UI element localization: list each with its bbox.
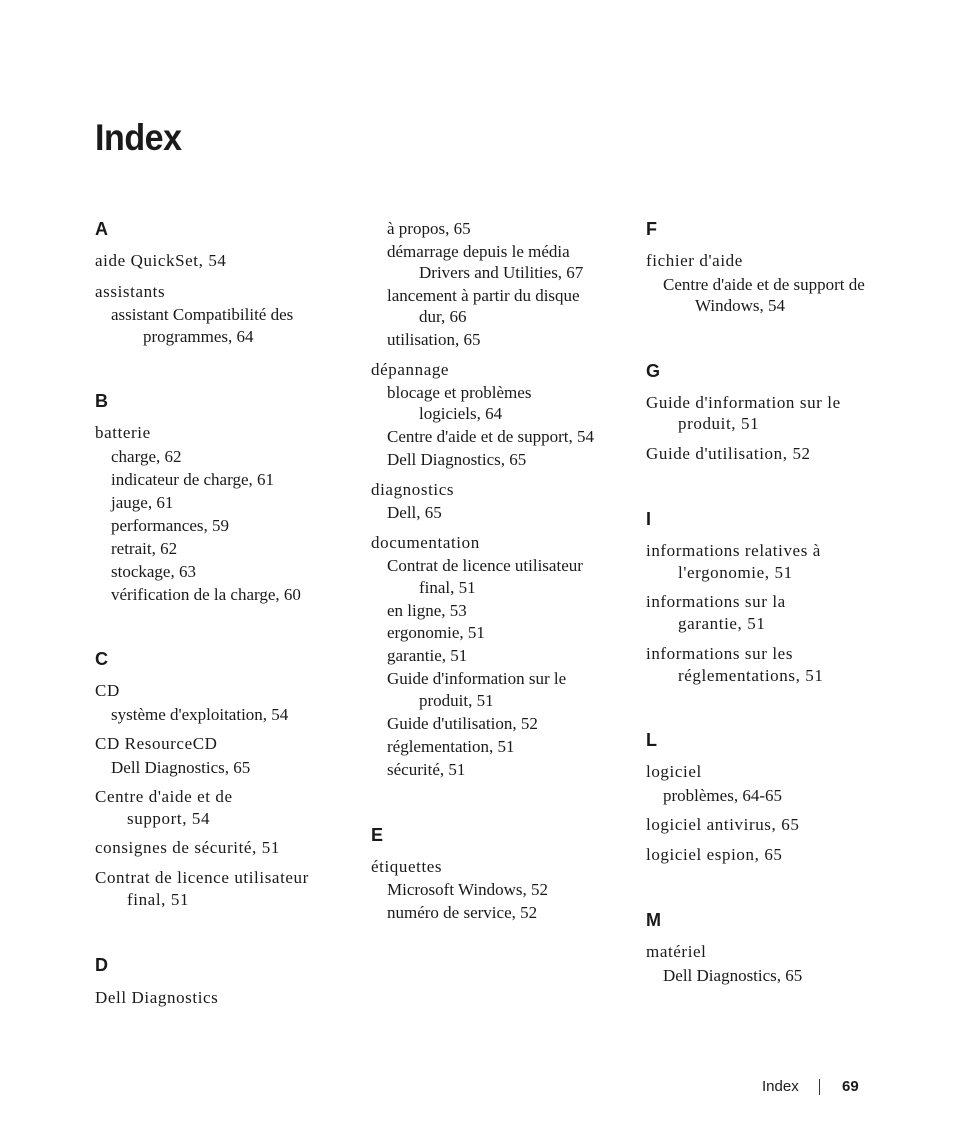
index-entry: batterie [95, 423, 151, 442]
index-subentry-continued: programmes, 64 [143, 327, 254, 346]
index-entry: assistants [95, 282, 166, 301]
index-subentry-continued: dur, 66 [419, 307, 467, 326]
index-subentry: indicateur de charge, 61 [111, 470, 275, 489]
index-entry-continued: support, 54 [127, 809, 211, 828]
section-letter-m: M [646, 910, 661, 930]
index-entry: Centre d'aide et de [95, 787, 233, 806]
index-subentry: jauge, 61 [111, 493, 174, 512]
index-entry-continued: garantie, 51 [678, 614, 766, 633]
index-subentry: démarrage depuis le média [387, 242, 570, 261]
index-entry-continued: l'ergonomie, 51 [678, 563, 793, 582]
index-subentry: Microsoft Windows, 52 [387, 880, 548, 899]
index-entry: Guide d'utilisation, 52 [646, 444, 811, 463]
index-entry: CD [95, 681, 120, 700]
section-letter-c: C [95, 649, 108, 669]
index-subentry: Centre d'aide et de support, 54 [387, 427, 595, 446]
index-subentry: lancement à partir du disque [387, 286, 580, 305]
page-number: 69 [842, 1078, 859, 1095]
section-letter-g: G [646, 361, 661, 381]
index-subentry: Guide d'information sur le [387, 669, 567, 688]
index-subentry: utilisation, 65 [387, 330, 481, 349]
index-subentry: blocage et problèmes [387, 383, 532, 402]
index-entry: CD ResourceCD [95, 734, 218, 753]
section-letter-i: I [646, 509, 652, 529]
section-letter-l: L [646, 730, 657, 750]
section-letter-f: F [646, 219, 657, 239]
index-subentry-continued: logiciels, 64 [419, 404, 503, 423]
footer-label: Index [762, 1078, 799, 1095]
index-subentry: Dell, 65 [387, 503, 442, 522]
index-subentry: système d'exploitation, 54 [111, 705, 289, 724]
index-subentry: ergonomie, 51 [387, 623, 485, 642]
section-letter-b: B [95, 391, 108, 411]
index-entry: dépannage [371, 360, 450, 379]
index-subentry: numéro de service, 52 [387, 903, 538, 922]
index-entry-continued: réglementations, 51 [678, 666, 824, 685]
index-subentry-continued: produit, 51 [419, 691, 494, 710]
index-subentry: assistant Compatibilité des [111, 305, 294, 324]
index-entry: documentation [371, 533, 480, 552]
index-entry-continued: final, 51 [127, 890, 190, 909]
index-entry: étiquettes [371, 857, 443, 876]
index-entry: informations sur la [646, 592, 786, 611]
index-subentry: sécurité, 51 [387, 760, 466, 779]
section-letter-e: E [371, 825, 384, 845]
index-subentry: vérification de la charge, 60 [111, 585, 301, 604]
index-subentry: charge, 62 [111, 447, 182, 466]
index-subentry: retrait, 62 [111, 539, 178, 558]
index-subentry: performances, 59 [111, 516, 230, 535]
index-subentry: Contrat de licence utilisateur [387, 556, 583, 575]
index-entry: Dell Diagnostics [95, 988, 219, 1007]
index-subentry-continued: Drivers and Utilities, 67 [419, 263, 584, 282]
index-subentry: stockage, 63 [111, 562, 196, 581]
index-subentry: réglementation, 51 [387, 737, 515, 756]
index-entry: logiciel [646, 762, 702, 781]
index-entry: Contrat de licence utilisateur [95, 868, 309, 887]
index-entry: consignes de sécurité, 51 [95, 838, 280, 857]
index-subentry-continued: final, 51 [419, 578, 476, 597]
page-title: Index [95, 117, 182, 158]
index-subentry-continued: Windows, 54 [695, 296, 785, 315]
index-entry: informations sur les [646, 644, 794, 663]
index-subentry: Centre d'aide et de support de [663, 275, 865, 294]
index-subentry: à propos, 65 [387, 219, 471, 238]
index-entry: diagnostics [371, 480, 455, 499]
footer-divider [819, 1079, 820, 1095]
index-subentry: problèmes, 64-65 [663, 786, 782, 805]
section-letter-d: D [95, 955, 108, 975]
section-letter-a: A [95, 219, 108, 239]
index-entry: Guide d'information sur le [646, 393, 841, 412]
index-entry: fichier d'aide [646, 251, 743, 270]
index-subentry: Dell Diagnostics, 65 [111, 758, 251, 777]
index-entry: logiciel antivirus, 65 [646, 815, 800, 834]
index-entry: aide QuickSet, 54 [95, 251, 227, 270]
index-entry-continued: produit, 51 [678, 414, 760, 433]
index-subentry: Guide d'utilisation, 52 [387, 714, 538, 733]
index-entry: informations relatives à [646, 541, 821, 560]
index-entry: matériel [646, 942, 707, 961]
index-subentry: Dell Diagnostics, 65 [387, 450, 527, 469]
index-entry: logiciel espion, 65 [646, 845, 783, 864]
index-subentry: en ligne, 53 [387, 601, 467, 620]
index-subentry: Dell Diagnostics, 65 [663, 966, 803, 985]
index-subentry: garantie, 51 [387, 646, 468, 665]
